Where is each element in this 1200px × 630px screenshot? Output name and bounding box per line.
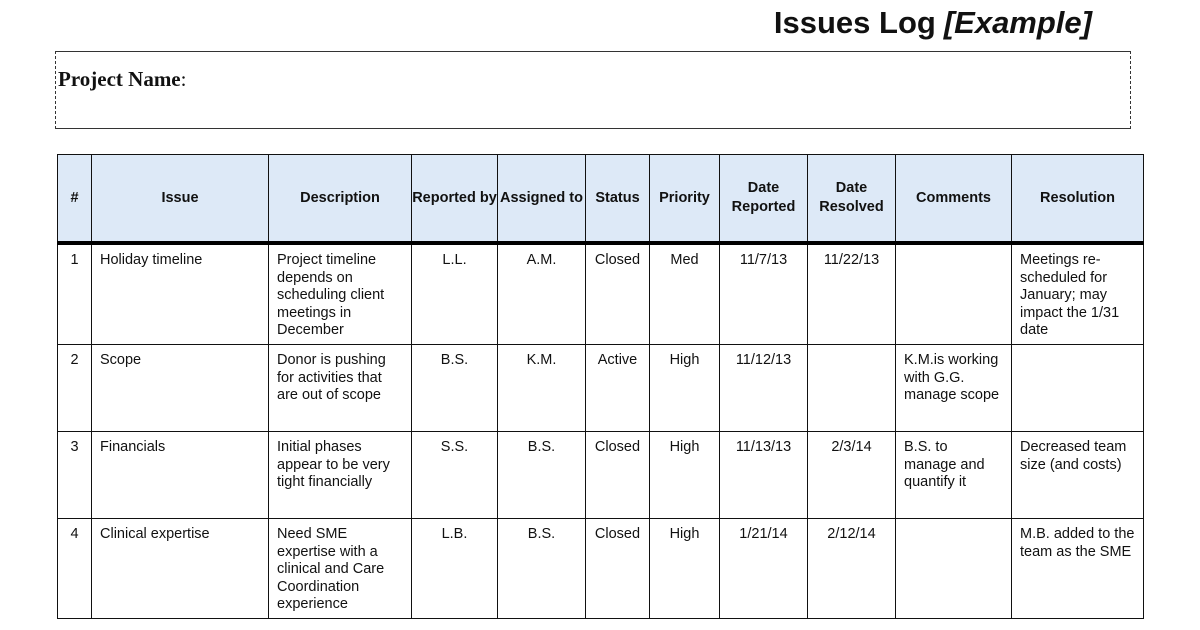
- cell-date-reported: 11/13/13: [720, 431, 808, 518]
- column-header-number: #: [58, 155, 92, 244]
- title-suffix: [Example]: [943, 5, 1092, 40]
- cell-assigned-to: K.M.: [498, 344, 586, 431]
- cell-reported-by: B.S.: [412, 344, 498, 431]
- cell-description: Need SME expertise with a clinical and Care Coordination experience: [269, 518, 412, 618]
- cell-reported-by: L.L.: [412, 243, 498, 344]
- table-row: [58, 243, 1144, 344]
- cell-description: Donor is pushing for activities that are out of scope: [269, 344, 412, 431]
- column-header-date-reported: Date Reported: [720, 155, 808, 244]
- cell-reported-by: S.S.: [412, 431, 498, 518]
- cell-reported-by: L.B.: [412, 518, 498, 618]
- cell-issue: Holiday timeline: [92, 243, 269, 344]
- cell-status: Closed: [586, 431, 650, 518]
- cell-date-resolved: 11/22/13: [808, 243, 896, 344]
- cell-comments: K.M.is working with G.G. manage scope: [896, 344, 1012, 431]
- title-text: Issues Log: [773, 5, 936, 40]
- column-header-reported-by: Reported by: [412, 155, 498, 244]
- column-header-date-resolved: Date Resolved: [808, 155, 896, 244]
- cell-status: Active: [586, 344, 650, 431]
- cell-assigned-to: A.M.: [498, 243, 586, 344]
- cell-status: Closed: [586, 518, 650, 618]
- cell-resolution: Decreased team size (and costs): [1012, 431, 1144, 518]
- project-name-box[interactable]: [55, 51, 1131, 129]
- cell-comments: [896, 243, 1012, 344]
- column-header-priority: Priority: [650, 155, 720, 244]
- cell-resolution: Meetings re-scheduled for January; may impact the 1/31 date: [1012, 243, 1144, 344]
- cell-date-reported: 1/21/14: [720, 518, 808, 618]
- cell-comments: B.S. to manage and quantify it: [896, 431, 1012, 518]
- column-header-status: Status: [586, 155, 650, 244]
- cell-priority: High: [650, 344, 720, 431]
- project-name-label: Project Name:: [58, 67, 187, 91]
- column-header-description: Description: [269, 155, 412, 244]
- cell-date-resolved: [808, 344, 896, 431]
- cell-comments: [896, 518, 1012, 618]
- cell-issue: Clinical expertise: [92, 518, 269, 618]
- page-title: [774, 5, 1092, 41]
- table-row: [58, 344, 1144, 431]
- cell-priority: High: [650, 431, 720, 518]
- cell-date-reported: 11/7/13: [720, 243, 808, 344]
- issues-table: [57, 154, 1144, 619]
- column-header-assigned-to: Assigned to: [498, 155, 586, 244]
- table-row: [58, 518, 1144, 618]
- cell-priority: Med: [650, 243, 720, 344]
- cell-priority: High: [650, 518, 720, 618]
- cell-resolution: M.B. added to the team as the SME: [1012, 518, 1144, 618]
- cell-date-resolved: 2/12/14: [808, 518, 896, 618]
- cell-issue: Scope: [92, 344, 269, 431]
- cell-date-reported: 11/12/13: [720, 344, 808, 431]
- cell-resolution: [1012, 344, 1144, 431]
- cell-description: Initial phases appear to be very tight financially: [269, 431, 412, 518]
- cell-number: 4: [58, 518, 92, 618]
- column-header-comments: Comments: [896, 155, 1012, 244]
- column-header-resolution: Resolution: [1012, 155, 1144, 244]
- cell-assigned-to: B.S.: [498, 518, 586, 618]
- cell-assigned-to: B.S.: [498, 431, 586, 518]
- cell-description: Project timeline depends on scheduling client meetings in December: [269, 243, 412, 344]
- cell-number: 1: [58, 243, 92, 344]
- column-header-issue: Issue: [92, 155, 269, 244]
- cell-number: 2: [58, 344, 92, 431]
- table-header-row: [58, 155, 1144, 244]
- cell-status: Closed: [586, 243, 650, 344]
- table-row: [58, 431, 1144, 518]
- cell-number: 3: [58, 431, 92, 518]
- cell-date-resolved: 2/3/14: [808, 431, 896, 518]
- cell-issue: Financials: [92, 431, 269, 518]
